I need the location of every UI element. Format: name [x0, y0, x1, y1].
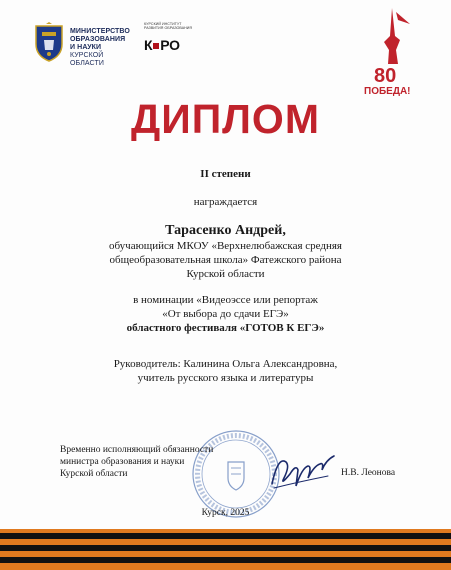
nomination-line: в номинации «Видеоэссе или репортаж — [133, 294, 318, 306]
signatory-name: Н.В. Леонова — [341, 468, 396, 478]
supervisor-line: Руководитель: Калинина Ольга Александровна, — [113, 358, 338, 370]
ministry-line: ОБРАЗОВАНИЯ — [70, 36, 126, 43]
handwritten-signature — [268, 448, 340, 494]
recipient-desc-line: Курской области — [186, 268, 265, 280]
kiro-wordmark-left: К — [144, 37, 153, 53]
nomination-line: «От выбора до сдачи ЕГЭ» — [162, 308, 289, 320]
recipient-desc-line: общеобразовательная школа» Фатежского района — [109, 254, 342, 266]
kiro-wordmark — [144, 37, 204, 53]
kiro-logo — [144, 22, 204, 53]
kiro-wordmark-right: РО — [160, 37, 180, 53]
kiro-caption: РАЗВИТИЯ ОБРАЗОВАНИЯ — [144, 26, 193, 30]
degree: II степени — [200, 168, 251, 180]
kiro-caption: КУРСКИЙ ИНСТИТУТ — [144, 22, 182, 26]
signatory-title-line: Курской области — [60, 469, 128, 479]
ministry-line: И НАУКИ — [70, 44, 102, 51]
ministry-line: КУРСКОЙ — [70, 52, 104, 59]
diploma-title: ДИПЛОМ — [131, 96, 320, 142]
ministry-line: МИНИСТЕРСТВО — [70, 28, 130, 35]
supervisor-line: учитель русского языка и литературы — [137, 372, 314, 384]
st-george-ribbon — [0, 529, 451, 570]
awarded-label: награждается — [193, 196, 258, 208]
victory-80-logo — [362, 6, 418, 98]
ministry-name — [70, 28, 130, 68]
place-and-year: Курск, 2025 — [201, 508, 250, 518]
victory-word: ПОБЕДА! — [364, 86, 411, 97]
victory-number: 80 — [374, 65, 397, 87]
signatory-title — [60, 444, 213, 480]
recipient-desc-line: обучающийся МКОУ «Верхнелюбажская средняя — [108, 240, 342, 252]
ministry-line: ОБЛАСТИ — [70, 60, 104, 67]
coat-of-arms-icon — [34, 22, 64, 62]
kiro-dot-icon — [153, 43, 159, 49]
recipient-name: Тарасенко Андрей, — [165, 223, 286, 238]
festival-name: областного фестиваля «ГОТОВ К ЕГЭ» — [126, 322, 325, 334]
signatory-title-line: Временно исполняющий обязанности — [60, 445, 214, 455]
signatory-title-line: министра образования и науки — [60, 457, 185, 467]
